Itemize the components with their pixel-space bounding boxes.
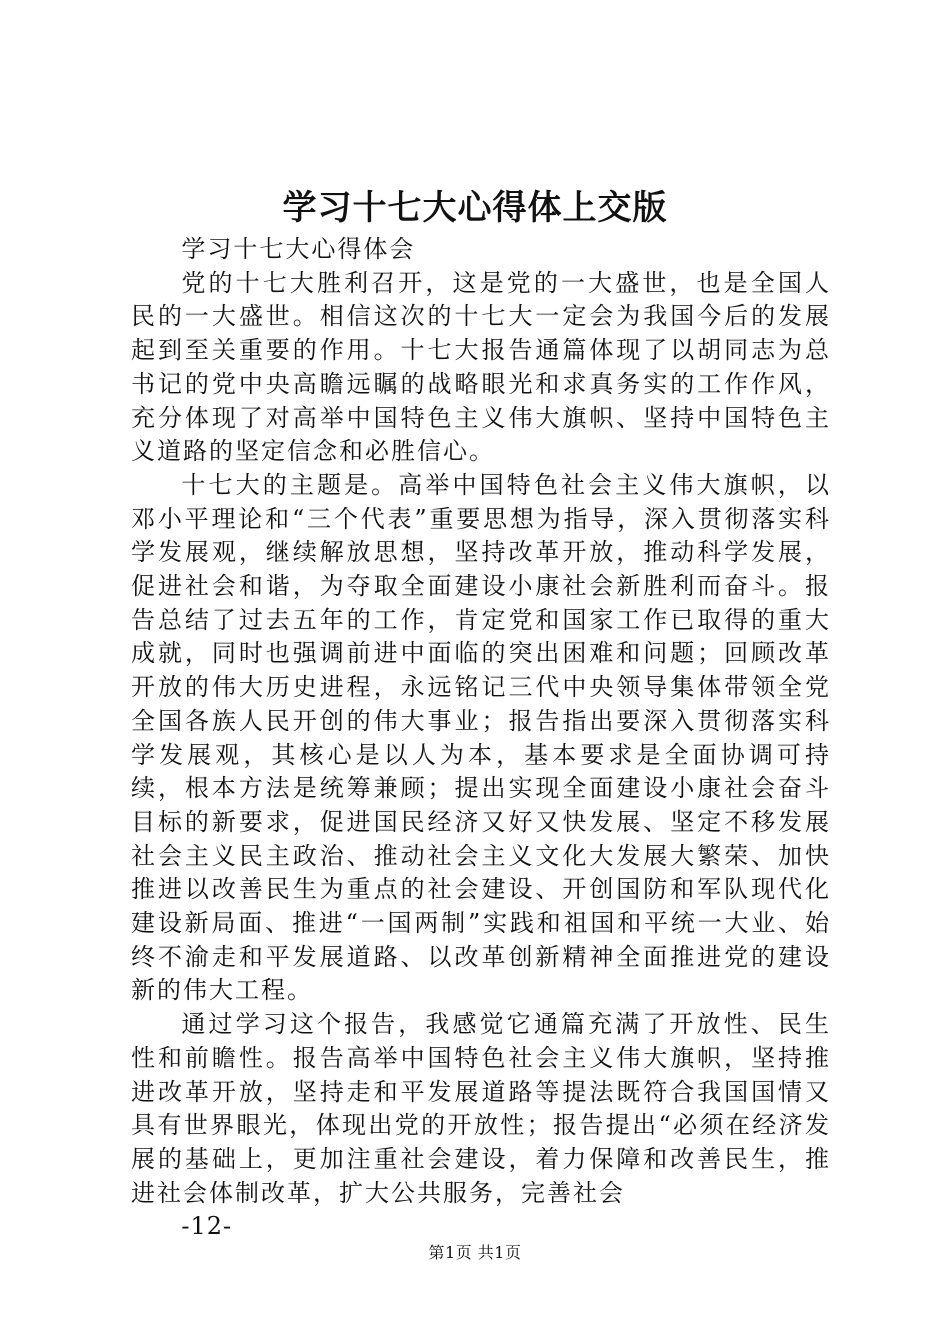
- document-subtitle: 学习十七大心得体会: [181, 235, 416, 263]
- page-code: -12-: [181, 1212, 233, 1241]
- document-body: [131, 233, 831, 1244]
- page-footer: 第1页 共1页: [428, 1243, 522, 1262]
- paragraph-2: 十七大的主题是。高举中国特色社会主义伟大旗帜，以邓小平理论和“三个代表”重要思想为指导，深入贯彻落实科学发展观，继续解放思想，坚持改革开放，推动科学发展，促进社会和谐，为夺取全面建设小康社会新胜利而奋斗。报告总结了过去五年的工作，肯定党和国家工作已取得的重大成就，同时也强调前进中面临的突出困难和问题；回顾改革开放的伟大历史进程，永远铭记三代中央领导集体带领全党全国各族人民开创的伟大事业；报告指出要深入贯彻落实科学发展观，其核心是以人为本，基本要求是全面协调可持续，根本方法是统筹兼顾；提出实现全面建设小康社会奋斗目标的新要求，促进国民经济又好又快发展、坚定不移发展社会主义民主政治、推动社会主义文化大发展大繁荣、加快推进以改善民生为重点的社会建设、开创国防和军队现代化建设新局面、推进“一国两制”实践和祖国和平统一大业、始终不渝走和平发展道路、以改革创新精神全面推进党的建设新的伟大工程。: [131, 470, 831, 1005]
- paragraph-3: 通过学习这个报告，我感觉它通篇充满了开放性、民生性和前瞻性。报告高举中国特色社会主义伟大旗帜，坚持推进改革开放，坚持走和平发展道路等提法既符合我国国情又具有世界眼光，体现出党的开放性；报告提出“必须在经济发展的基础上，更加注重社会建设，着力保障和改善民生，推进社会体制改革，扩大公共服务，完善社会: [131, 1010, 831, 1207]
- paragraph-1: 党的十七大胜利召开，这是党的一大盛世，也是全国人民的一大盛世。相信这次的十七大一定会为我国今后的发展起到至关重要的作用。十七大报告通篇体现了以胡同志为总书记的党中央高瞻远瞩的战略眼光和求真务实的工作作风，充分体现了对高举中国特色主义伟大旗帜、坚持中国特色主义道路的坚定信念和必胜信心。: [131, 268, 831, 466]
- document-title: 学习十七大心得体上交版: [282, 188, 668, 228]
